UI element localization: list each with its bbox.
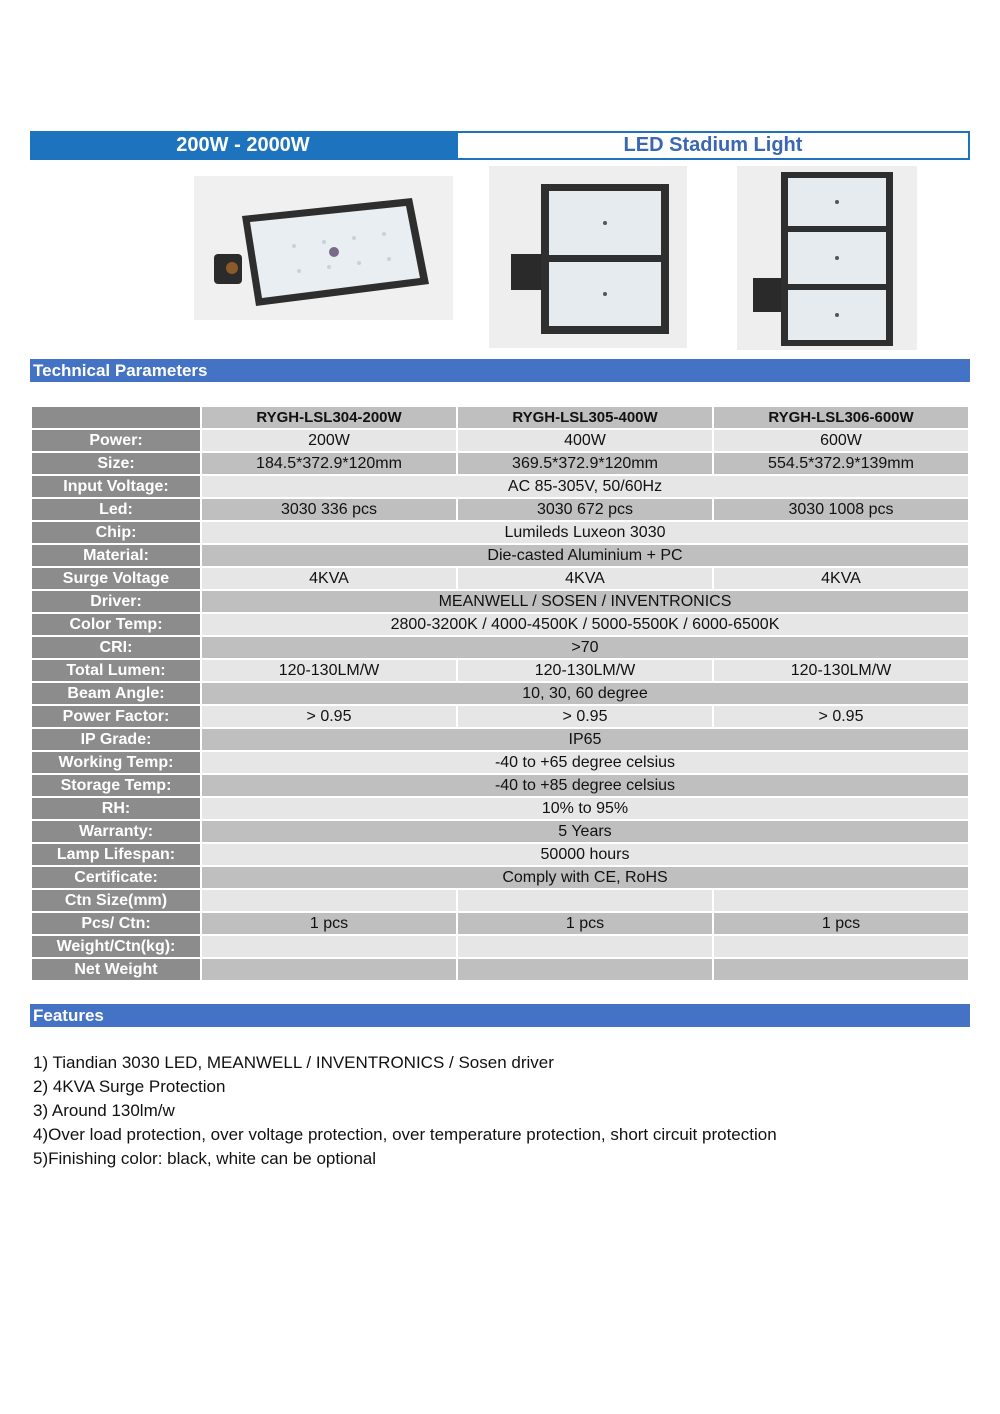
row-label: Net Weight <box>31 958 201 981</box>
table-row <box>31 452 969 475</box>
table-header-row <box>31 406 969 429</box>
row-label: Beam Angle: <box>31 682 201 705</box>
table-row <box>31 682 969 705</box>
row-value: > 0.95 <box>457 705 713 728</box>
row-value <box>201 889 457 912</box>
row-label: Chip: <box>31 521 201 544</box>
title-bar <box>30 131 970 160</box>
table-row <box>31 843 969 866</box>
features-heading: Features <box>30 1004 970 1027</box>
table-row <box>31 521 969 544</box>
product-photo-200w <box>194 176 453 320</box>
model-header-cell: RYGH-LSL304-200W <box>201 406 457 429</box>
row-value: 120-130LM/W <box>713 659 969 682</box>
table-row <box>31 820 969 843</box>
table-row <box>31 544 969 567</box>
row-label: Driver: <box>31 590 201 613</box>
row-label: Pcs/ Ctn: <box>31 912 201 935</box>
row-label: Lamp Lifespan: <box>31 843 201 866</box>
table-row <box>31 613 969 636</box>
feature-item: 5)Finishing color: black, white can be optional <box>33 1149 377 1168</box>
table-row <box>31 935 969 958</box>
row-value: 400W <box>457 429 713 452</box>
row-value: 1 pcs <box>713 912 969 935</box>
model-header-cell: RYGH-LSL305-400W <box>457 406 713 429</box>
row-label: Power: <box>31 429 201 452</box>
power-range-title: 200W - 2000W <box>30 131 456 160</box>
row-value: 120-130LM/W <box>457 659 713 682</box>
row-value: 1 pcs <box>457 912 713 935</box>
row-value <box>457 889 713 912</box>
row-value: 184.5*372.9*120mm <box>201 452 457 475</box>
row-value-merged: Die-casted Aluminium + PC <box>201 544 969 567</box>
table-row <box>31 751 969 774</box>
table-row <box>31 590 969 613</box>
row-label: Warranty: <box>31 820 201 843</box>
row-value-merged: 10, 30, 60 degree <box>201 682 969 705</box>
table-row <box>31 889 969 912</box>
product-title: LED Stadium Light <box>456 131 970 160</box>
table-row <box>31 797 969 820</box>
row-value: 4KVA <box>201 567 457 590</box>
table-row <box>31 429 969 452</box>
row-value: > 0.95 <box>713 705 969 728</box>
feature-item: 2) 4KVA Surge Protection <box>33 1077 226 1096</box>
row-value-merged: -40 to +65 degree celsius <box>201 751 969 774</box>
row-value-merged: 50000 hours <box>201 843 969 866</box>
feature-item: 4)Over load protection, over voltage protection, over temperature protection, short circuit protection <box>33 1125 777 1144</box>
table-row <box>31 958 969 981</box>
spec-table <box>30 405 970 982</box>
row-value-merged: 2800-3200K / 4000-4500K / 5000-5500K / 6000-6500K <box>201 613 969 636</box>
table-row <box>31 866 969 889</box>
table-row <box>31 636 969 659</box>
table-row <box>31 498 969 521</box>
technical-parameters-heading: Technical Parameters <box>30 359 970 382</box>
row-label: Color Temp: <box>31 613 201 636</box>
row-label: Weight/Ctn(kg): <box>31 935 201 958</box>
row-value <box>713 958 969 981</box>
row-value-merged: >70 <box>201 636 969 659</box>
row-value: 1 pcs <box>201 912 457 935</box>
row-value: 4KVA <box>457 567 713 590</box>
table-row <box>31 774 969 797</box>
product-photo-400w <box>489 166 687 348</box>
feature-item: 3) Around 130lm/w <box>33 1101 175 1120</box>
row-value-merged: AC 85-305V, 50/60Hz <box>201 475 969 498</box>
row-value: 3030 672 pcs <box>457 498 713 521</box>
table-row <box>31 912 969 935</box>
model-header-cell: RYGH-LSL306-600W <box>713 406 969 429</box>
features-list <box>33 1051 777 1171</box>
header-corner-cell <box>31 406 201 429</box>
row-label: Size: <box>31 452 201 475</box>
row-value: > 0.95 <box>201 705 457 728</box>
row-value <box>201 935 457 958</box>
row-value-merged: 5 Years <box>201 820 969 843</box>
row-value-merged: Comply with CE, RoHS <box>201 866 969 889</box>
row-label: Material: <box>31 544 201 567</box>
row-value: 600W <box>713 429 969 452</box>
row-label: Working Temp: <box>31 751 201 774</box>
row-label: Power Factor: <box>31 705 201 728</box>
table-row <box>31 659 969 682</box>
row-label: Total Lumen: <box>31 659 201 682</box>
row-label: Ctn Size(mm) <box>31 889 201 912</box>
row-label: Surge Voltage <box>31 567 201 590</box>
row-value <box>713 935 969 958</box>
row-value: 554.5*372.9*139mm <box>713 452 969 475</box>
row-value <box>457 958 713 981</box>
row-value: 200W <box>201 429 457 452</box>
row-value: 369.5*372.9*120mm <box>457 452 713 475</box>
table-row <box>31 475 969 498</box>
row-value: 3030 336 pcs <box>201 498 457 521</box>
row-label: Certificate: <box>31 866 201 889</box>
row-label: IP Grade: <box>31 728 201 751</box>
row-value <box>201 958 457 981</box>
row-value <box>457 935 713 958</box>
row-label: Input Voltage: <box>31 475 201 498</box>
row-value <box>713 889 969 912</box>
row-value-merged: IP65 <box>201 728 969 751</box>
row-value-merged: Lumileds Luxeon 3030 <box>201 521 969 544</box>
row-label: Led: <box>31 498 201 521</box>
table-row <box>31 705 969 728</box>
row-value: 4KVA <box>713 567 969 590</box>
feature-item: 1) Tiandian 3030 LED, MEANWELL / INVENTRONICS / Sosen driver <box>33 1053 554 1072</box>
row-label: Storage Temp: <box>31 774 201 797</box>
table-row <box>31 728 969 751</box>
table-row <box>31 567 969 590</box>
row-label: RH: <box>31 797 201 820</box>
row-value-merged: 10% to 95% <box>201 797 969 820</box>
row-value-merged: -40 to +85 degree celsius <box>201 774 969 797</box>
product-photo-600w <box>737 166 917 350</box>
row-value-merged: MEANWELL / SOSEN / INVENTRONICS <box>201 590 969 613</box>
row-label: CRI: <box>31 636 201 659</box>
row-value: 120-130LM/W <box>201 659 457 682</box>
row-value: 3030 1008 pcs <box>713 498 969 521</box>
